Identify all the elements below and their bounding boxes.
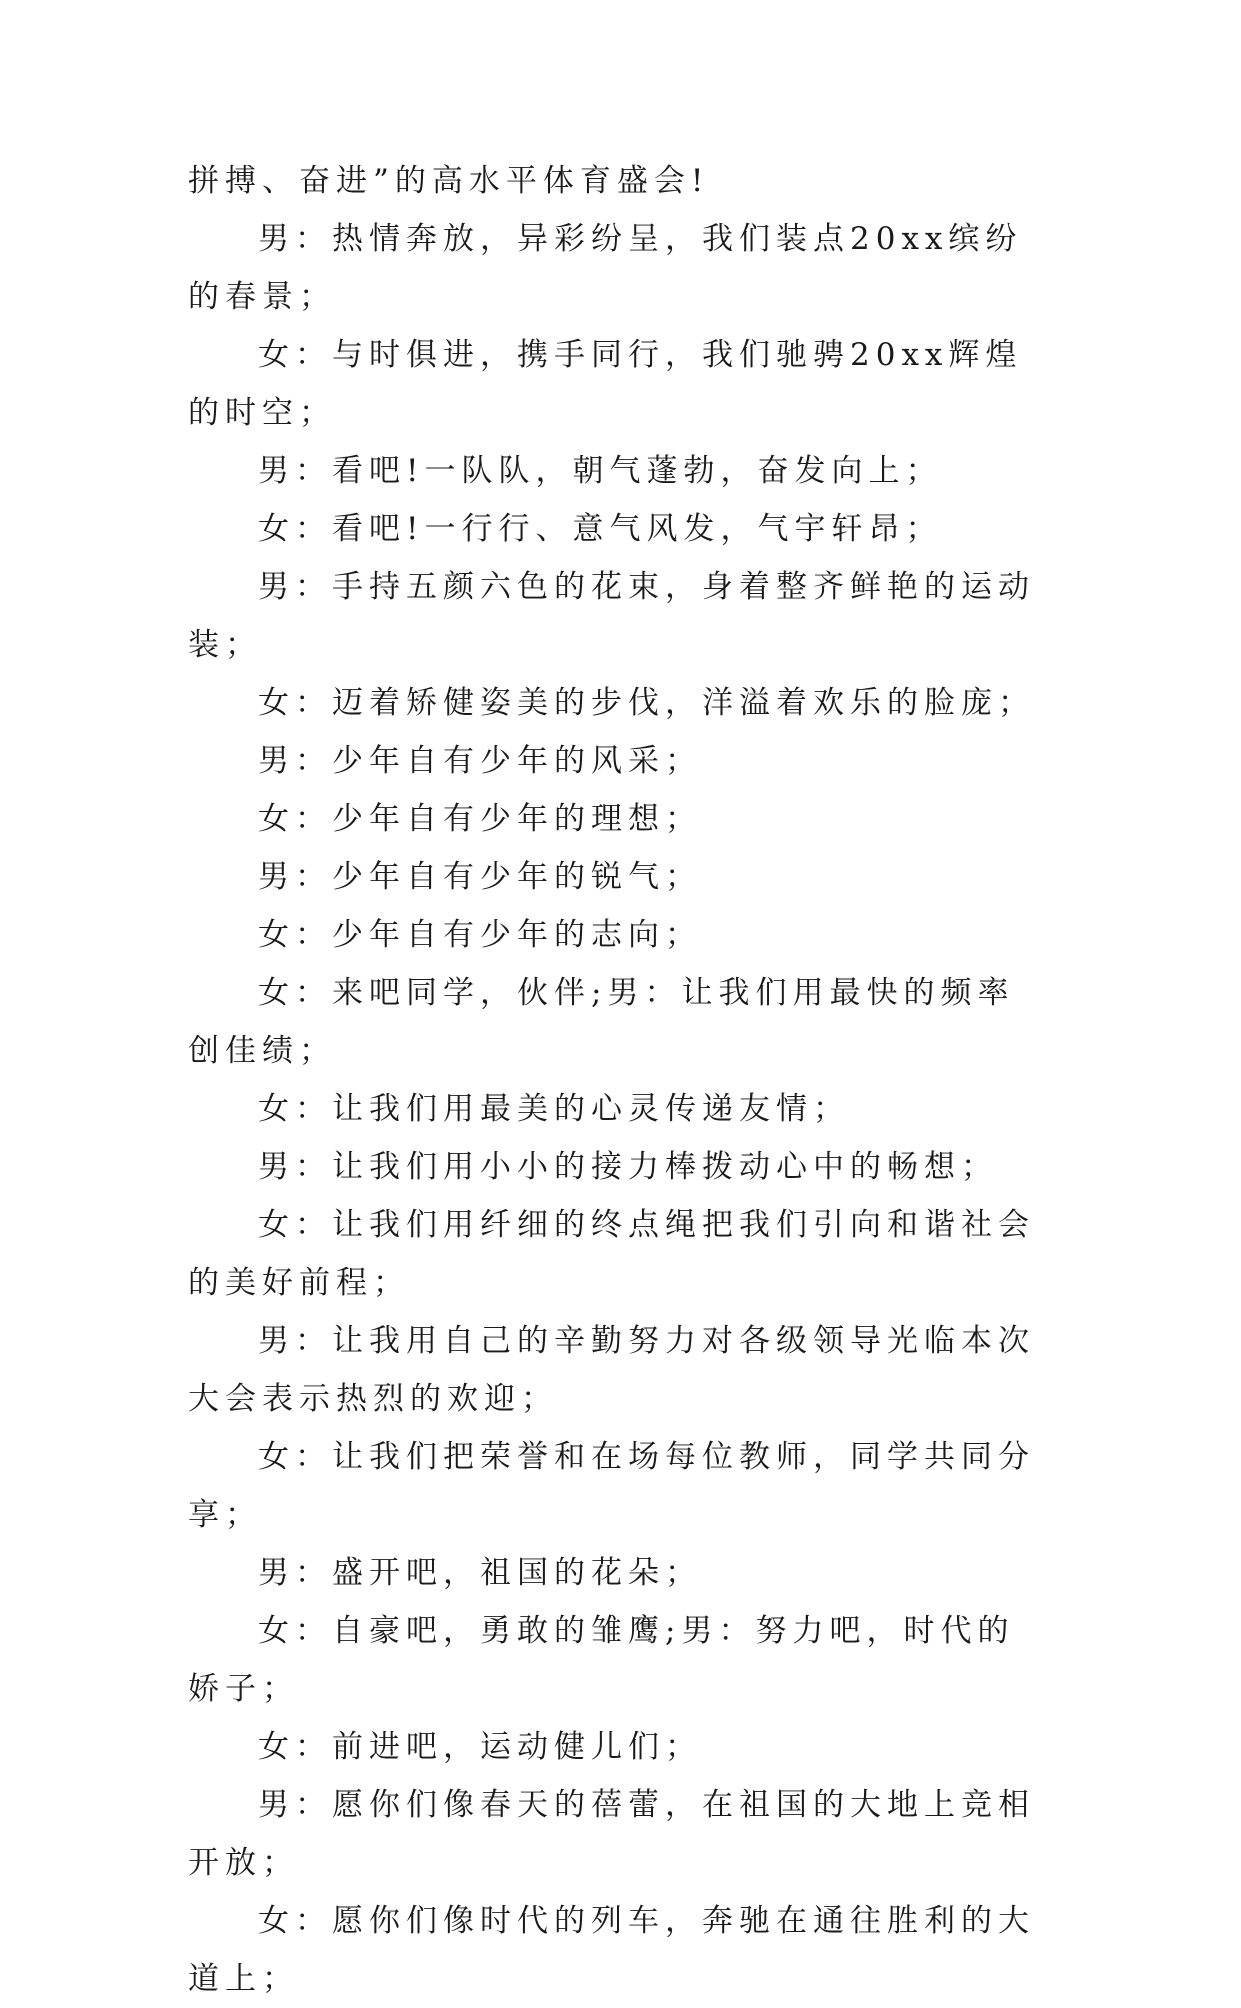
dialogue-line: 男：让我们用小小的接力棒拨动心中的畅想； (258, 1149, 998, 1185)
dialogue-line: 女：愿你们像时代的列车，奔驰在通往胜利的大道上； (188, 1903, 1035, 1997)
dialogue-line: 女：与时俱进，携手同行，我们驰骋20xx辉煌的时空； (188, 337, 1023, 431)
document-page (188, 152, 1048, 2008)
dialogue-line: 女：来吧同学，伙伴;男：让我们用最快的频率创佳绩； (188, 975, 1015, 1069)
dialogue-line: 女：自豪吧，勇敢的雏鹰;男：努力吧，时代的娇子； (188, 1613, 1015, 1707)
dialogue-line: 男：少年自有少年的锐气； (258, 859, 702, 895)
dialogue-line: 女：少年自有少年的志向； (258, 917, 702, 953)
paragraph-continuation: 拼搏、奋进”的高水平体育盛会! (188, 163, 710, 199)
dialogue-line: 男：热情奔放，异彩纷呈，我们装点20xx缤纷的春景； (188, 221, 1023, 315)
dialogue-line: 男：让我用自己的辛勤努力对各级领导光临本次大会表示热烈的欢迎； (188, 1323, 1035, 1417)
dialogue-line: 女：让我们用最美的心灵传递友情； (258, 1091, 850, 1127)
dialogue-line: 女：迈着矫健姿美的步伐，洋溢着欢乐的脸庞； (258, 685, 1035, 721)
dialogue-line: 女：看吧!一行行、意气风发，气宇轩昂； (258, 511, 943, 547)
dialogue-line: 男：看吧!一队队，朝气蓬勃，奋发向上； (258, 453, 943, 489)
dialogue-line: 女：让我们用纤细的终点绳把我们引向和谐社会的美好前程； (188, 1207, 1035, 1301)
dialogue-line: 男：少年自有少年的风采； (258, 743, 702, 779)
dialogue-line: 男：盛开吧，祖国的花朵； (258, 1555, 702, 1591)
dialogue-line: 女：少年自有少年的理想； (258, 801, 702, 837)
dialogue-line: 男：愿你们像春天的蓓蕾，在祖国的大地上竞相开放； (188, 1787, 1035, 1881)
dialogue-line: 女：让我们把荣誉和在场每位教师，同学共同分享； (188, 1439, 1035, 1533)
dialogue-line: 女：前进吧，运动健儿们； (258, 1729, 702, 1765)
dialogue-line: 男：手持五颜六色的花束，身着整齐鲜艳的运动装； (188, 569, 1035, 663)
